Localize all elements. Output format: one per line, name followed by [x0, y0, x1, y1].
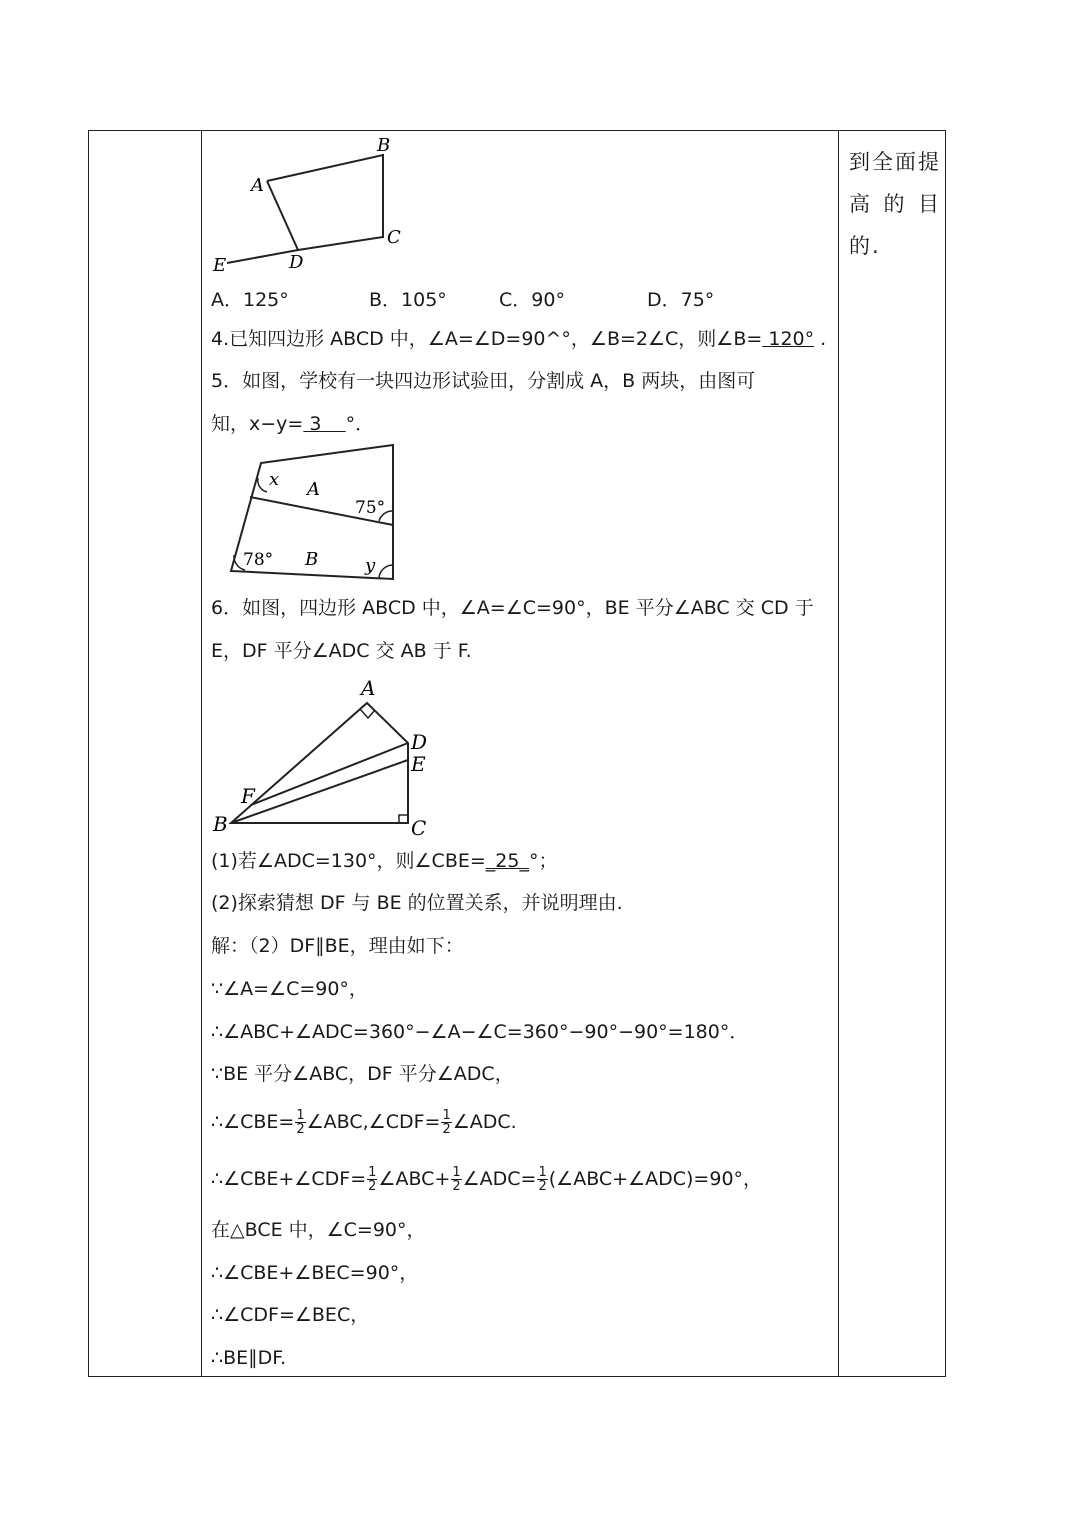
label-C: C — [411, 816, 427, 840]
side-note — [849, 141, 941, 267]
main-content — [211, 131, 841, 1376]
worksheet-table — [88, 130, 946, 1377]
figure-field-ab — [225, 441, 425, 586]
q4-answer: 120° — [762, 328, 815, 350]
solution-line-1: 解：（2）DF∥BE，理由如下： — [211, 935, 464, 957]
label-D: D — [411, 730, 428, 754]
figure-quadrilateral-abcd — [211, 131, 431, 281]
side-note-line: 到全面提 — [849, 150, 941, 174]
solution-line-8: ∴∠CBE+∠BEC=90°， — [211, 1262, 419, 1284]
s6-part: ∠ADC= — [462, 1168, 537, 1190]
solution-line-2: ∵∠A=∠C=90°， — [211, 978, 368, 1000]
label-B: B — [377, 135, 391, 156]
q5-text: 知，x−y= — [211, 413, 304, 435]
label-78-degree: 78° — [243, 550, 274, 570]
s5-part: ∠ADC. — [452, 1111, 517, 1133]
figure-bisectors — [211, 671, 441, 841]
fraction-half — [367, 1166, 377, 1193]
fraction-half — [295, 1109, 305, 1136]
label-E: E — [213, 255, 227, 276]
q4-text: 4.已知四边形 ABCD 中，∠A=∠D=90^°，∠B=2∠C，则∠B= — [211, 328, 763, 350]
denominator: 2 — [538, 1179, 547, 1194]
side-note-line: 高的目 — [849, 192, 941, 216]
solution-line-7: 在△BCE 中，∠C=90°， — [211, 1219, 426, 1241]
label-75-degree: 75° — [355, 498, 386, 518]
label-D: D — [289, 252, 304, 273]
solution-line-5 — [211, 1109, 517, 1136]
option-d: D．75° — [647, 289, 715, 311]
fraction-half — [441, 1109, 451, 1136]
option-a: A．125° — [211, 289, 289, 311]
question-6-line-2: E，DF 平分∠ADC 交 AB 于 F. — [211, 640, 472, 662]
label-region-b: B — [305, 549, 319, 570]
fraction-half — [451, 1166, 461, 1193]
denominator: 2 — [296, 1122, 305, 1137]
solution-line-4: ∵BE 平分∠ABC，DF 平分∠ADC， — [211, 1063, 514, 1085]
option-c: C．90° — [499, 289, 565, 311]
numerator: 1 — [442, 1108, 451, 1123]
q5-end: °． — [345, 413, 375, 435]
part1-text: (1)若∠ADC=130°，则∠CBE= — [211, 850, 486, 872]
numerator: 1 — [538, 1165, 547, 1180]
question-6-part-2: (2)探索猜想 DF 与 BE 的位置关系，并说明理由. — [211, 892, 623, 914]
numerator: 1 — [452, 1165, 461, 1180]
s6-part: ∴∠CBE+∠CDF= — [211, 1168, 367, 1190]
label-F: F — [241, 784, 255, 808]
fraction-half — [537, 1166, 547, 1193]
label-E: E — [411, 752, 426, 776]
s6-part: ∠ABC+ — [378, 1168, 451, 1190]
label-A: A — [251, 175, 264, 196]
denominator: 2 — [452, 1179, 461, 1194]
denominator: 2 — [442, 1122, 451, 1137]
solution-line-10: ∴BE∥DF. — [211, 1347, 287, 1369]
q5-answer: 3 — [303, 413, 346, 435]
s5-part: ∴∠CBE= — [211, 1111, 295, 1133]
s6-part: (∠ABC+∠ADC)=90°， — [548, 1168, 763, 1190]
numerator: 1 — [368, 1165, 377, 1180]
label-C: C — [387, 227, 401, 248]
q4-end: . — [814, 328, 827, 350]
label-B: B — [213, 812, 228, 836]
question-5-line-1: 5．如图，学校有一块四边形试验田，分割成 A，B 两块，由图可 — [211, 370, 756, 392]
column-divider-1 — [201, 131, 202, 1376]
label-x: x — [269, 469, 280, 490]
question-4 — [211, 327, 826, 351]
label-region-a: A — [307, 479, 320, 500]
label-A: A — [361, 676, 376, 700]
solution-line-9: ∴∠CDF=∠BEC， — [211, 1304, 370, 1326]
question-6-line-1: 6．如图，四边形 ABCD 中，∠A=∠C=90°，BE 平分∠ABC 交 CD 于 — [211, 597, 814, 619]
denominator: 2 — [368, 1179, 377, 1194]
part1-end: °； — [528, 850, 558, 872]
numerator: 1 — [296, 1108, 305, 1123]
question-5-line-2 — [211, 412, 374, 436]
label-y: y — [365, 555, 376, 576]
question-6-part-1 — [211, 849, 558, 873]
solution-line-3: ∴∠ABC+∠ADC=360°−∠A−∠C=360°−90°−90°=180°． — [211, 1021, 749, 1043]
option-b: B．105° — [369, 289, 447, 311]
part1-answer: _25_ — [485, 850, 529, 872]
side-note-line: 的. — [849, 234, 881, 258]
solution-line-6 — [211, 1166, 762, 1193]
s5-part: ∠ABC,∠CDF= — [306, 1111, 441, 1133]
